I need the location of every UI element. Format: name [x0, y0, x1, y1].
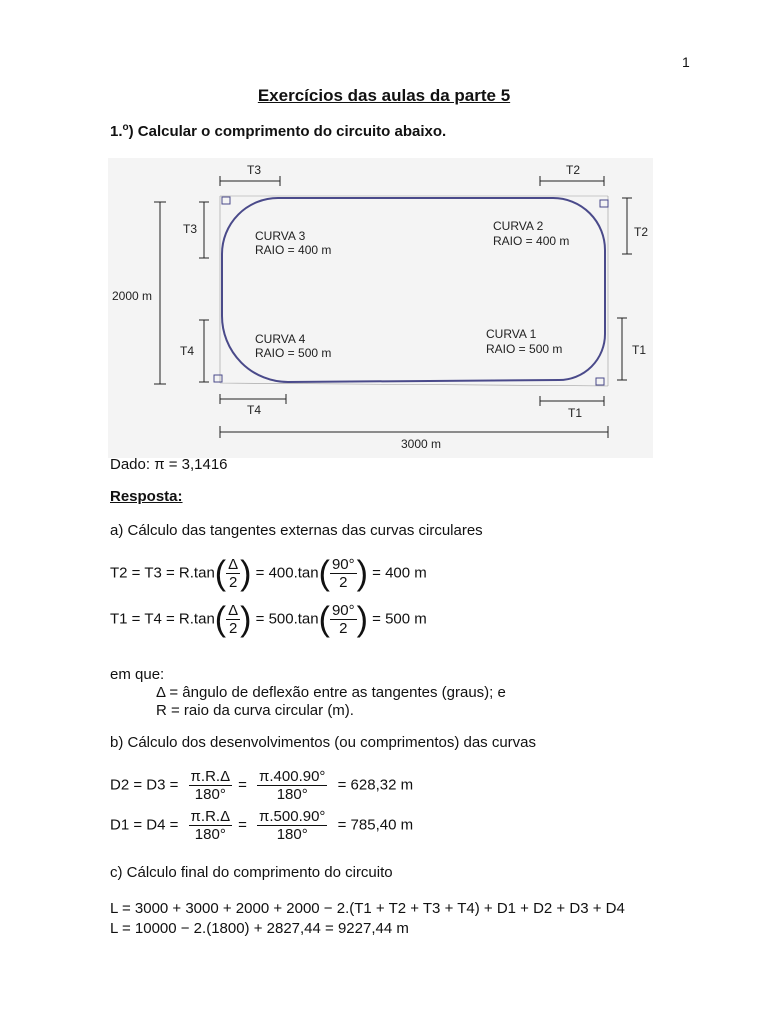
eq3-den2: 180° [276, 786, 308, 803]
eq1-lhs: T2 = T3 = R.tan [110, 564, 215, 582]
eq3-lhs: D2 = D3 = [110, 776, 179, 794]
page-number: 1 [682, 54, 690, 70]
equation-t2-t3: T2 = T3 = R.tan( $\frac{\Delta}{2}$ ) = 400.tan( $\frac{90^\circ}{2}$ ) = 400 m [110, 554, 427, 593]
eq2-rhs: = 500 m [372, 610, 427, 628]
eq2-lhs: T1 = T4 = R.tan [110, 610, 215, 628]
eq1-delta: Δ [228, 556, 239, 573]
label-width: 3000 m [401, 437, 442, 451]
eq3-rhs: = 628,32 m [337, 776, 414, 794]
eq1-rhs: = 400 m [372, 564, 427, 582]
eq1-two-b: 2 [339, 574, 348, 591]
label-t3-left: T3 [183, 222, 198, 236]
eq2-two-b: 2 [339, 620, 348, 637]
curve-4-radius: RAIO = 500 m [255, 346, 332, 360]
curve-4-name: CURVA 4 [255, 332, 306, 346]
equation-d1-d4: D1 = D4 = $\frac{\pi.R.\Delta}{180^\circ}$ = $\frac{\pi.500.90^\circ}{180^\circ}$ = 785,40 m [110, 808, 414, 843]
eq2-delta: Δ [228, 602, 239, 619]
part-a-heading: a) Cálculo das tangentes externas das curvas circulares [110, 522, 483, 539]
part-b-heading: b) Cálculo dos desenvolvimentos (ou comprimentos) das curvas [110, 734, 537, 751]
eq3-den1: 180° [194, 786, 226, 803]
where-radius: R = raio da curva circular (m). [156, 702, 354, 719]
label-t1-bottom: T1 [568, 406, 583, 420]
label-t4-bottom: T4 [247, 403, 262, 417]
curve-3-name: CURVA 3 [255, 229, 306, 243]
label-t4-left: T4 [180, 344, 195, 358]
eq4-num1: π.R.Δ [190, 808, 231, 825]
equation-d2-d3: D2 = D3 = $\frac{\pi.R.\Delta}{180^\circ}$ = $\frac{\pi.400.90^\circ}{180^\circ}$ = 628,32 m [110, 768, 414, 803]
page-title: Exercícios das aulas da parte 5 [257, 86, 511, 105]
curve-1-name: CURVA 1 [486, 327, 537, 341]
curve-1-radius: RAIO = 500 m [486, 342, 563, 356]
eq2-mid: = 500.tan [255, 610, 319, 628]
label-t2-right: T2 [634, 225, 649, 239]
eq4-den2: 180° [276, 826, 308, 843]
equation-t1-t4: T1 = T4 = R.tan( $\frac{\Delta}{2}$ ) = 500.tan( $\frac{90^\circ}{2}$ ) = 500 m [110, 600, 427, 639]
label-t1-right: T1 [632, 343, 647, 357]
curve-3-radius: RAIO = 400 m [255, 243, 332, 257]
where-intro: em que: [110, 666, 165, 683]
question-superscript: o [122, 122, 129, 133]
eq4-num2: π.500.90° [259, 808, 326, 825]
question-text: ) Calcular o comprimento do circuito abaixo. [128, 123, 447, 140]
question-number: 1. [110, 123, 123, 140]
label-t2-top: T2 [566, 163, 581, 177]
eq4-lhs: D1 = D4 = [110, 816, 179, 834]
question-1 [110, 122, 446, 140]
eq4-rhs: = 785,40 m [337, 816, 414, 834]
curve-2-radius: RAIO = 400 m [493, 234, 570, 248]
eq4-den1: 180° [194, 826, 226, 843]
equation-length-general: L = 3000 + 3000 + 2000 + 2000 − 2.(T1 + T2 + T3 + T4) + D1 + D2 + D3 + D4 [110, 900, 625, 917]
eq1-two-a: 2 [228, 574, 238, 591]
circuit-figure [108, 158, 653, 458]
answer-heading: Resposta: [110, 488, 183, 505]
curve-2-name: CURVA 2 [493, 219, 544, 233]
label-t3-top: T3 [247, 163, 262, 177]
label-height: 2000 m [112, 289, 153, 303]
given-value: Dado: π = 3,1416 [110, 456, 228, 473]
part-c-heading: c) Cálculo final do comprimento do circuito [110, 864, 393, 881]
where-delta: Δ = ângulo de deflexão entre as tangentes (graus); e [156, 684, 506, 701]
eq1-mid: = 400.tan [255, 564, 319, 582]
equation-length-result: L = 10000 − 2.(1800) + 2827,44 = 9227,44 m [110, 920, 409, 937]
eq2-two-a: 2 [228, 620, 238, 637]
eq1-angle: 90° [331, 556, 355, 573]
eq2-angle: 90° [331, 602, 355, 619]
eq3-num1: π.R.Δ [190, 768, 231, 785]
eq3-num2: π.400.90° [259, 768, 326, 785]
